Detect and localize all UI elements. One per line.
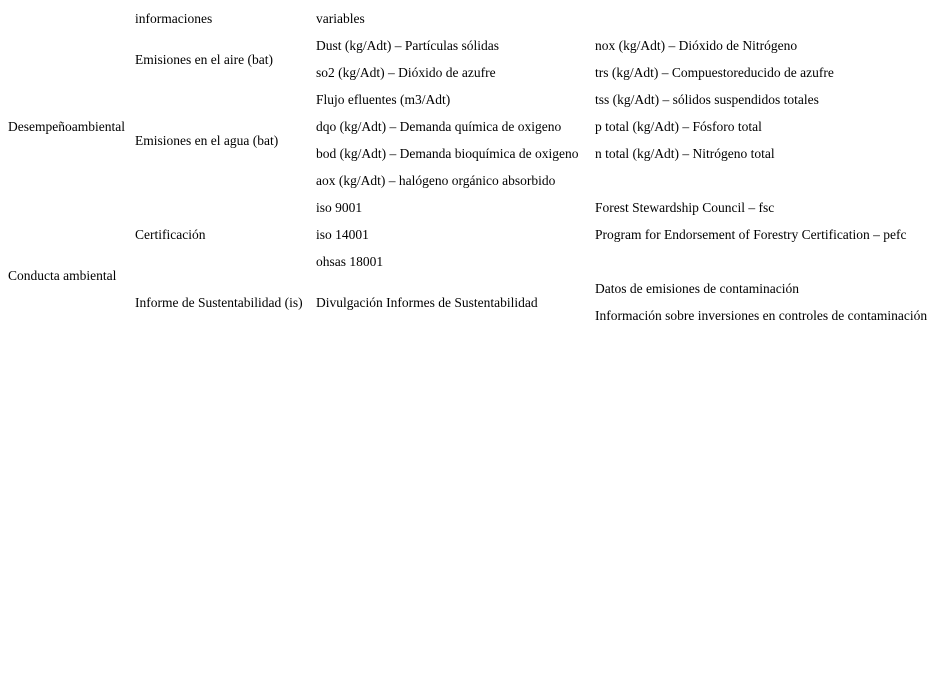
variable-cell: iso 14001 xyxy=(316,227,369,242)
info-emisiones-aire: Emisiones en el aire (bat) xyxy=(135,51,273,67)
variable-cell: tss (kg/Adt) – sólidos suspendidos totales xyxy=(595,92,819,107)
variable-cell: Dust (kg/Adt) – Partículas sólidas xyxy=(316,38,499,53)
variable-cell: bod (kg/Adt) – Demanda bioquímica de oxigeno xyxy=(316,146,579,161)
table-row xyxy=(4,32,946,59)
variable-cell: Datos de emisiones de contaminación xyxy=(595,281,799,296)
table-cell-empty xyxy=(591,167,946,194)
info-emisiones-agua: Emisiones en el agua (bat) xyxy=(135,132,279,148)
info-informe-sustentabilidad: Informe de Sustentabilidad (is) xyxy=(135,294,303,310)
variable-cell: nox (kg/Adt) – Dióxido de Nitrógeno xyxy=(595,38,798,53)
category-desempeno-ambiental: Desempeñoambiental xyxy=(8,119,125,134)
indicators-table xyxy=(4,5,946,329)
variable-cell: Program for Endorsement of Forestry Certification – pefc xyxy=(595,227,907,242)
table-row xyxy=(4,5,946,32)
table-cell-empty xyxy=(4,5,131,32)
variable-cell: n total (kg/Adt) – Nitrógeno total xyxy=(595,146,775,161)
variable-cell: dqo (kg/Adt) – Demanda química de oxigeno xyxy=(316,119,562,134)
table-cell-empty xyxy=(591,248,946,275)
variable-cell: Información sobre inversiones en controles de contaminación xyxy=(595,308,928,323)
category-conducta-ambiental: Conducta ambiental xyxy=(8,267,117,283)
variable-cell: ohsas 18001 xyxy=(316,254,384,269)
info-certificacion: Certificación xyxy=(135,227,206,242)
table-row xyxy=(4,86,946,113)
variable-cell: Forest Stewardship Council – fsc xyxy=(595,200,775,215)
variable-cell: aox (kg/Adt) – halógeno orgánico absorbido xyxy=(316,173,556,188)
variable-cell: so2 (kg/Adt) – Dióxido de azufre xyxy=(316,65,496,80)
header-informaciones: informaciones xyxy=(135,11,213,26)
variable-cell: trs (kg/Adt) – Compuestoreducido de azufre xyxy=(595,65,834,80)
table-cell-empty xyxy=(591,5,946,32)
variable-cell: iso 9001 xyxy=(316,200,363,215)
variable-cell: p total (kg/Adt) – Fósforo total xyxy=(595,119,762,134)
variable-divulgacion: Divulgación Informes de Sustentabilidad xyxy=(316,294,538,310)
variable-cell: Flujo efluentes (m3/Adt) xyxy=(316,92,451,107)
header-variables: variables xyxy=(316,11,365,26)
table-row xyxy=(4,194,946,221)
table-row xyxy=(4,275,946,302)
